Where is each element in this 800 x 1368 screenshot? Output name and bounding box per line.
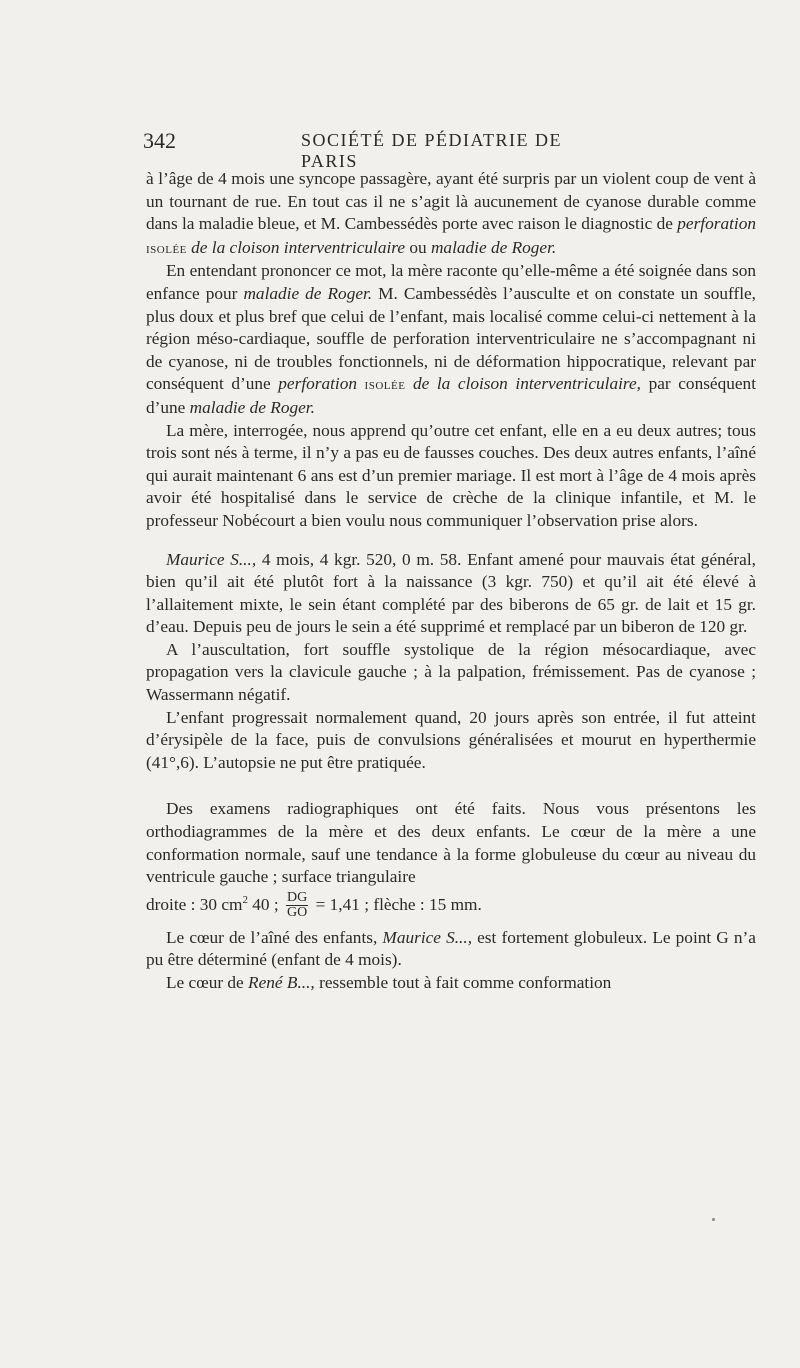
paragraph-8: Le cœur de l’aîné des enfants, Maurice S..., est fortement globuleux. Le point G n’a pu être déterminé (enfant de 4 mois). (146, 927, 756, 970)
paragraph-4: Maurice S..., 4 mois, 4 kgr. 520, 0 m. 58. Enfant amené pour mauvais état général, bien qu’il ait été plutôt fort à la naissance (3 kgr. 750) et qu’il ait été élevé à l’allaitement mixte, le sein étant complété par des biberons de 65 gr. de lait et 15 gr. d’eau. Depuis peu de jours le sein a été supprimé et remplacé par un biberon de 120 gr. (146, 549, 756, 637)
page-header (143, 128, 613, 171)
formula-line: droite : 30 $cm^2$ 40 ; $\frac{DG}{GO}$ = 1,41 ; flèche : 15 mm. (146, 890, 482, 921)
paragraph-9: Le cœur de René B..., ressemble tout à fait comme conformation (166, 973, 612, 992)
paragraph-5: A l’auscultation, fort souffle systolique de la région mésocardiaque, avec propagation vers la clavicule gauche ; à la palpation, frémissement. Pas de cyanose ; Wassermann négatif. (146, 639, 756, 705)
paragraph-3: La mère, interrogée, nous apprend qu’outre cet enfant, elle en a eu deux autres; tous trois sont nés à terme, il n’y a pas eu de fausses couches. Des deux autres enfants, l’aîné qui aurait maintenant 6 ans est d’un premier mariage. Il est mort à l’âge de 4 mois après avoir été hospitalisé dans le service de crèche de la clinique infantile, et M. le professeur Nobécourt a bien voulu nous communiquer l’observation prise alors. (146, 420, 756, 530)
paragraph-7: Des examens radiographiques ont été faits. Nous vous présentons les orthodiagrammes de la mère et des deux enfants. Le cœur de la mère a une conformation normale, sauf une tendance à la forme globuleuse du cœur au niveau du ventricule gauche ; surface triangulaire (146, 799, 756, 887)
body-text (146, 168, 756, 995)
paragraph-2: En entendant prononcer ce mot, la mère raconte qu’elle-même a été soignée dans son enfance pour maladie de Roger. M. Cambessédès l’ausculte et on constate un souffle, plus doux et plus bref que celui de l’enfant, mais localisé comme celui-ci nettement à la région méso-cardiaque, souffle de perforation interventriculaire ne s’accompagnant ni de cyanose, ni de troubles fonctionnels, ni de déformation hippocratique, relevant par conséquent d’une perforation isolée de la cloison interventriculaire, par conséquent d’une maladie de Roger. (146, 261, 756, 417)
paper-speck (712, 1218, 715, 1221)
paragraph-6: L’enfant progressait normalement quand, 20 jours après son entrée, il fut atteint d’érysipèle de la face, puis de convulsions généralisées et mourut en hyperthermie (41°,6). L’autopsie ne put être pratiquée. (146, 707, 756, 772)
page-number: 342 (143, 128, 176, 153)
running-title: SOCIÉTÉ DE PÉDIATRIE DE PARIS (301, 130, 562, 171)
paragraph-1: à l’âge de 4 mois une syncope passagère, ayant été surpris par un violent coup de vent à un tournant de rue. En tout cas il ne s’agit là aucunement de cyanose durable comme dans la maladie bleue, et M. Cambessédès porte avec raison le diagnostic de perforation isolée de la cloison interventriculaire ou maladie de Roger. (146, 169, 756, 257)
fraction: $\frac{DG}{GO}$ (287, 890, 308, 921)
